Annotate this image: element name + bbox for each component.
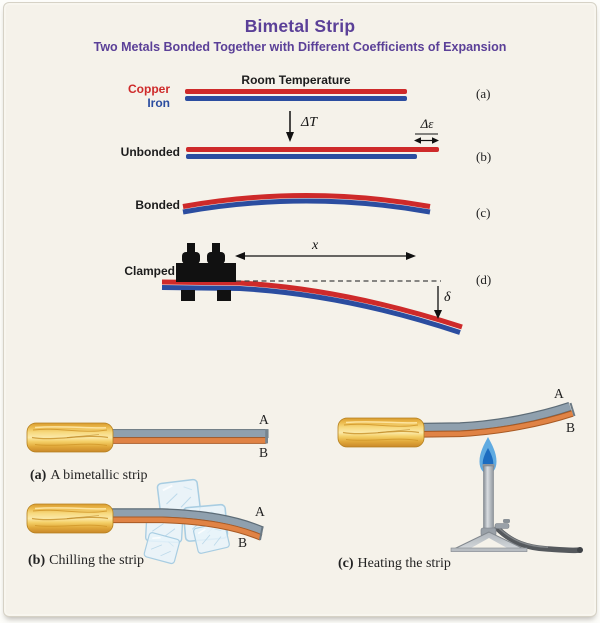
- page-subtitle: Two Metals Bonded Together with Different Coefficients of Expansion: [93, 40, 507, 54]
- figure-a-metal-a-label: A: [259, 412, 269, 427]
- copper-label: Copper: [128, 82, 170, 96]
- figure-b-caption-tag: (b): [28, 553, 46, 568]
- figure-b-caption: [28, 553, 144, 568]
- clamped-label: Clamped: [124, 264, 175, 278]
- clamped-assembly: [162, 243, 462, 333]
- figure-a-strip: [110, 430, 268, 444]
- deflection-label: δ: [444, 290, 451, 305]
- copper-bar: [185, 89, 407, 94]
- figure-a-caption-text: A bimetallic strip: [50, 468, 148, 483]
- figure-a-caption-tag: (a): [30, 468, 47, 483]
- figure-a-caption: [30, 468, 148, 483]
- room-temperature-heading: Room Temperature: [241, 73, 351, 87]
- clamp: [176, 243, 236, 301]
- figure-a-metal-b-label: B: [259, 445, 269, 460]
- tag-b: (b): [476, 149, 492, 164]
- figure-b-metal-a-label: A: [255, 504, 265, 519]
- x-dimension-arrow: [235, 252, 416, 260]
- figure-c-caption: [338, 556, 451, 571]
- tag-c: (c): [476, 205, 491, 220]
- tag-a: (a): [476, 86, 491, 101]
- room-temperature-bars: [185, 89, 407, 101]
- burner-barrel: [484, 466, 494, 532]
- figure-c-caption-text: Heating the strip: [357, 556, 451, 571]
- wood-handle-c: [338, 418, 424, 447]
- delta-t-arrow: [286, 111, 294, 142]
- figure-c-caption-tag: (c): [338, 556, 354, 571]
- unbonded-copper-bar: [186, 147, 439, 152]
- bonded-arc: [183, 196, 430, 213]
- figure-c-metal-b-label: B: [566, 420, 576, 435]
- unbonded-label: Unbonded: [120, 145, 180, 159]
- wood-handle-a: [27, 423, 113, 452]
- deflection-arrow: [434, 286, 442, 319]
- wood-handle-b: [27, 504, 113, 533]
- tag-d: (d): [476, 272, 492, 287]
- iron-label: Iron: [147, 96, 170, 110]
- unbonded-bars: [186, 134, 439, 159]
- bonded-label: Bonded: [135, 198, 180, 212]
- gas-valve: [495, 524, 509, 529]
- figure-c-strip: [422, 403, 575, 434]
- page-title: Bimetal Strip: [244, 16, 356, 36]
- bunsen-burner: [451, 437, 583, 553]
- clamped-iron-strip: [162, 288, 460, 333]
- figure-b-metal-b-label: B: [238, 535, 248, 550]
- delta-epsilon-label: Δε: [420, 116, 434, 131]
- figure-c-metal-a-label: A: [554, 386, 564, 401]
- unbonded-iron-bar: [186, 154, 417, 159]
- iron-bar: [185, 96, 407, 101]
- delta-t-label: ΔT: [301, 115, 318, 130]
- figure-b-caption-text: Chilling the strip: [49, 553, 145, 568]
- x-dimension-label: x: [312, 238, 319, 253]
- delta-epsilon-arrow: [414, 134, 439, 144]
